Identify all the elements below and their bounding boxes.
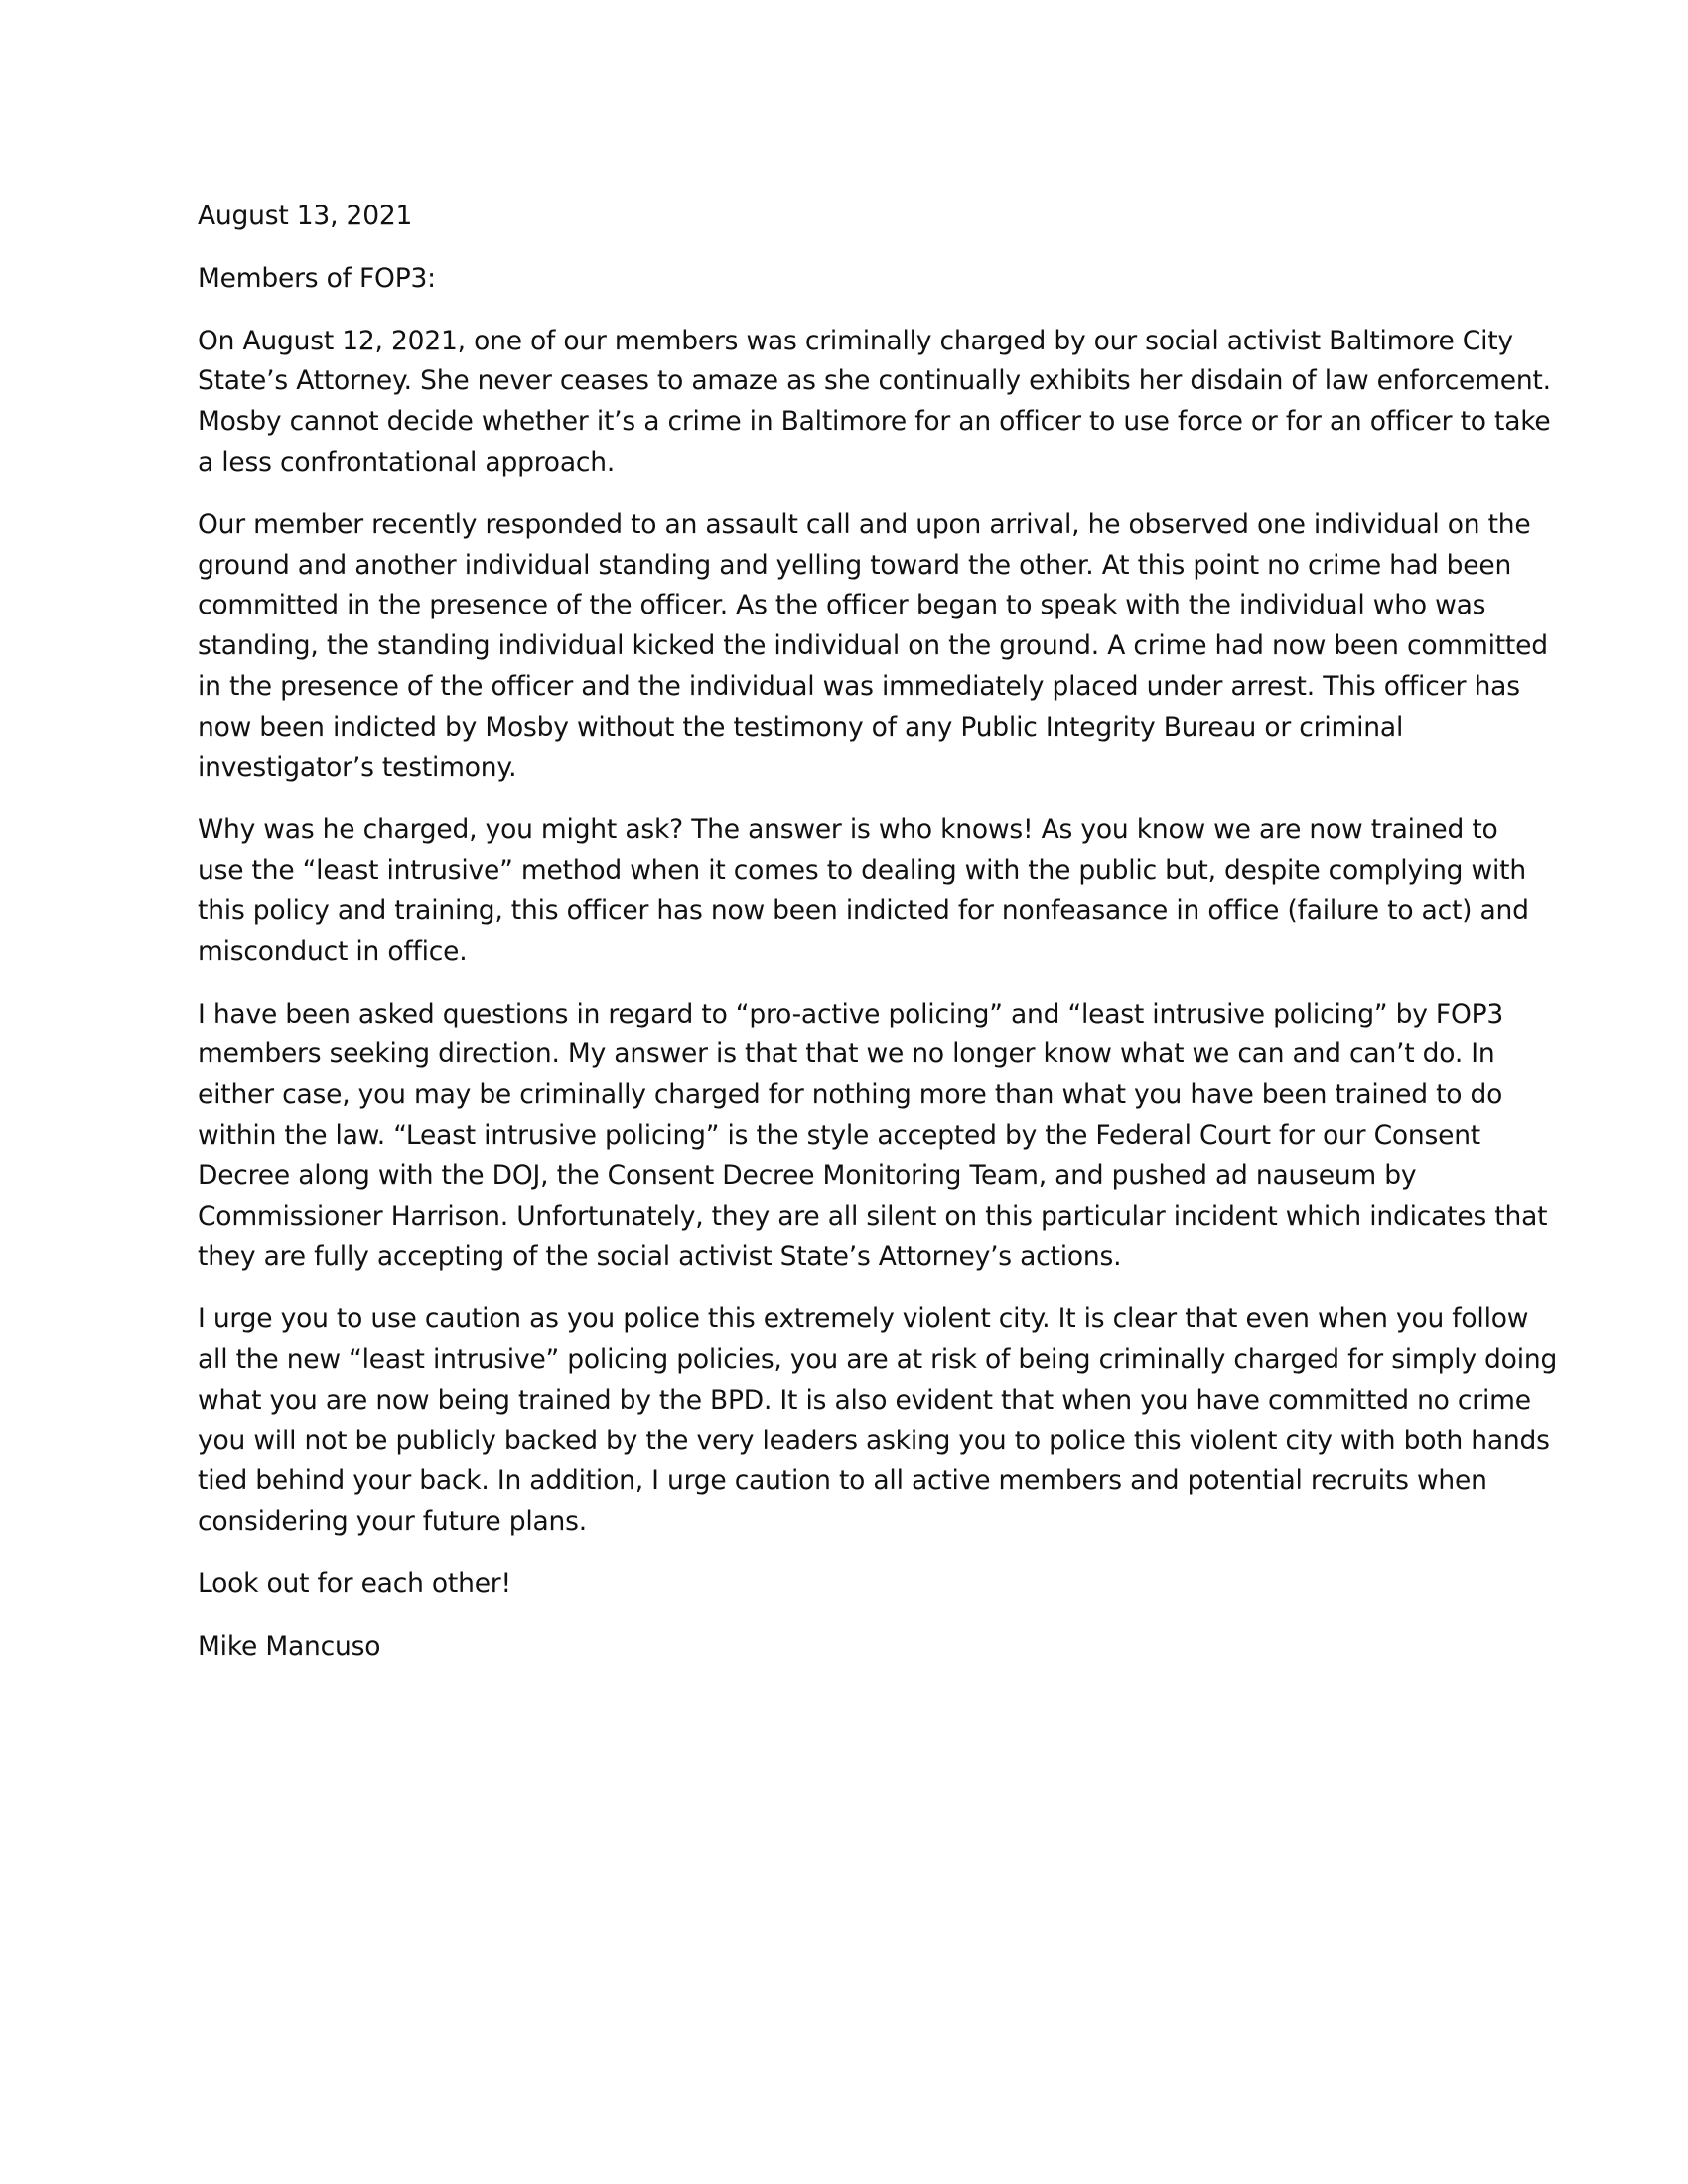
paragraph-line: either case, you may be criminally charged for nothing more than what you have been trained to do [198,1079,1503,1111]
paragraph-line: tied behind your back. In addition, I urge caution to all active members and potential recruits when [198,1465,1487,1497]
paragraph-line: members seeking direction. My answer is that that we no longer know what we can and can’t do. In [198,1038,1495,1070]
paragraph-line: within the law. “Least intrusive policing” is the style accepted by the Federal Court for our Consent [198,1119,1480,1151]
paragraph-line: misconduct in office. [198,935,468,967]
paragraph-line: considering your future plans. [198,1506,587,1538]
paragraph-4 [198,995,1548,1279]
letter-closing: Look out for each other! [198,1568,511,1599]
letter-salutation: Members of FOP3: [198,262,436,294]
paragraph-line: ground and another individual standing and yelling toward the other. At this point no crime had been [198,549,1512,581]
paragraph-line: a less confrontational approach. [198,446,616,478]
paragraph-line: in the presence of the officer and the individual was immediately placed under arrest. This officer has [198,670,1520,702]
paragraph-line: I urge you to use caution as you police this extremely violent city. It is clear that even when you follow [198,1303,1529,1335]
paragraph-line: what you are now being trained by the BPD. It is also evident that when you have committed no crime [198,1384,1531,1416]
paragraph-1 [198,322,1551,483]
paragraph-line: committed in the presence of the officer. As the officer began to speak with the individual who was [198,590,1486,621]
paragraph-line: all the new “least intrusive” policing policies, you are at risk of being criminally charged for simply doing [198,1343,1558,1375]
paragraph-line: this policy and training, this officer has now been indicted for nonfeasance in office (failure to act) and [198,894,1529,926]
paragraph-line: I have been asked questions in regard to “pro-active policing” and “least intrusive policing” by FOP3 [198,998,1504,1029]
paragraph-3 [198,810,1529,972]
paragraph-line: On August 12, 2021, one of our members was criminally charged by our social activist Baltimore City [198,325,1513,356]
paragraph-line: now been indicted by Mosby without the testimony of any Public Integrity Bureau or criminal [198,711,1404,743]
paragraph-line: Our member recently responded to an assault call and upon arrival, he observed one individual on the [198,508,1531,540]
paragraph-5 [198,1299,1558,1543]
paragraph-line: Commissioner Harrison. Unfortunately, they are all silent on this particular incident which indicates that [198,1200,1548,1232]
letter-signature: Mike Mancuso [198,1630,381,1662]
paragraph-line: you will not be publicly backed by the very leaders asking you to police this violent city with both hands [198,1425,1550,1456]
paragraph-line: use the “least intrusive” method when it comes to dealing with the public but, despite complying with [198,855,1526,887]
letter-date: August 13, 2021 [198,201,413,231]
paragraph-line: Mosby cannot decide whether it’s a crime in Baltimore for an officer to use force or for an officer to take [198,406,1551,438]
paragraph-line: they are fully accepting of the social activist State’s Attorney’s actions. [198,1241,1122,1273]
paragraph-2 [198,505,1548,789]
paragraph-line: standing, the standing individual kicked the individual on the ground. A crime had now been committed [198,630,1548,662]
paragraph-line: State’s Attorney. She never ceases to amaze as she continually exhibits her disdain of law enforcement. [198,365,1551,397]
paragraph-line: investigator’s testimony. [198,751,517,783]
paragraph-line: Decree along with the DOJ, the Consent Decree Monitoring Team, and pushed ad nauseum by [198,1160,1417,1191]
letter-body [198,197,1558,1668]
paragraph-line: Why was he charged, you might ask? The answer is who knows! As you know we are now trained to [198,814,1498,846]
